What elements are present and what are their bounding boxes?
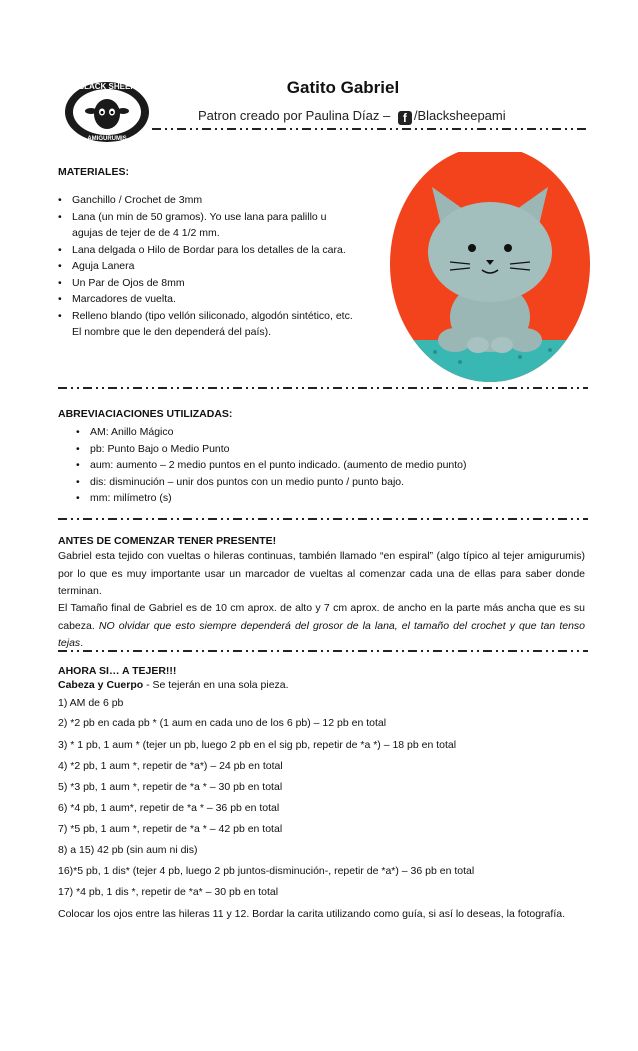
list-item: • Ganchillo / Crochet de 3mm xyxy=(58,192,358,209)
pattern-row: Colocar los ojos entre las hileras 11 y 12. Bordar la carita utilizando como guía, si así lo deseas, la fotografía. xyxy=(58,908,565,920)
notes-paragraph: Gabriel esta tejido con vueltas o hileras continuas, también llamado “en espiral” (algo típico al tejer amigurumis) por lo que es muy importante usar un marcador de vueltas al comenzar cada una de ellas para saber donde terminan. xyxy=(58,550,585,597)
document-title: Gatito Gabriel xyxy=(286,78,400,97)
pattern-row: 8) a 15) 42 pb (sin aum ni dis) xyxy=(58,844,198,856)
facebook-handle: /Blacksheepami xyxy=(413,108,506,123)
pattern-row: 4) *2 pb, 1 aum *, repetir de *a*) – 24 pb en total xyxy=(58,760,283,772)
list-item: • pb: Punto Bajo o Medio Punto xyxy=(76,441,576,458)
divider xyxy=(58,650,588,652)
divider xyxy=(58,518,588,520)
knit-heading: AHORA SI… A TEJER!!! xyxy=(58,665,177,677)
notes-heading: ANTES DE COMENZAR TENER PRESENTE! xyxy=(58,535,277,547)
size-end: . xyxy=(80,637,84,649)
pattern-row: 2) *2 pb en cada pb * (1 aum en cada uno de los 6 pb) – 12 pb en total xyxy=(58,717,387,729)
pattern-row: 5) *3 pb, 1 aum *, repetir de *a * – 30 pb en total xyxy=(58,781,283,793)
size-note: NO olvidar que esto siempre dependerá del grosor de la lana, el tamaño del crochet y que tan tenso tejas xyxy=(58,619,586,649)
size-paragraph xyxy=(58,600,585,653)
abbreviations-list xyxy=(76,424,576,507)
size-text: El Tamaño final de Gabriel es de 10 cm aprox. de alto y 7 cm aprox. de ancho en la parte más ancha que es su cabeza. xyxy=(58,602,585,632)
pattern-row: 16)*5 pb, 1 dis* (tejer 4 pb, luego 2 pb juntos-disminución-, repetir de *a*) – 36 pb en total xyxy=(58,865,475,877)
divider xyxy=(58,387,588,389)
pattern-row: 17) *4 pb, 1 dis *, repetir de *a* – 30 pb en total xyxy=(58,886,279,898)
materials-list xyxy=(58,192,358,341)
list-item: • Relleno blando (tipo vellón siliconado, algodón sintético, etc. El nombre que le den dependerá del país). xyxy=(58,308,358,341)
cat-photo xyxy=(390,152,590,392)
section-name: Cabeza y Cuerpo xyxy=(58,679,144,691)
list-item: • Lana (un min de 50 gramos). Yo use lana para palillo u agujas de tejer de de 4 1/2 mm. xyxy=(58,209,358,242)
pattern-row: 3) * 1 pb, 1 aum * (tejer un pb, luego 2 pb en el sig pb, repetir de *a *) – 18 pb en total xyxy=(58,739,457,751)
list-item: • Aguja Lanera xyxy=(58,258,358,275)
list-item: • Marcadores de vuelta. xyxy=(58,291,358,308)
pattern-row: 7) *5 pb, 1 aum *, repetir de *a * – 42 pb en total xyxy=(58,823,283,835)
section-note: - Se tejerán en una sola pieza. xyxy=(143,679,289,691)
list-item: • Un Par de Ojos de 8mm xyxy=(58,275,358,292)
pattern-row: 1) AM de 6 pb xyxy=(58,697,124,709)
facebook-icon: f xyxy=(398,111,412,125)
materials-heading: MATERIALES: xyxy=(58,166,129,178)
logo-text-bottom: AMIGURUMIS xyxy=(87,136,127,142)
author-text: Patron creado por Paulina Díaz – xyxy=(198,108,391,123)
divider xyxy=(152,128,588,130)
logo-text-top: BLACK SHEEP xyxy=(78,82,136,91)
list-item: • Lana delgada o Hilo de Bordar para los detalles de la cara. xyxy=(58,242,358,259)
list-item: • dis: disminución – unir dos puntos con un medio punto / punto bajo. xyxy=(76,474,576,491)
list-item: • mm: milímetro (s) xyxy=(76,490,576,507)
abbreviations-heading: ABREVIACIACIONES UTILIZADAS: xyxy=(58,408,233,420)
pattern-row: 6) *4 pb, 1 aum*, repetir de *a * – 36 pb en total xyxy=(58,802,280,814)
section-title xyxy=(58,677,289,694)
list-item: • aum: aumento – 2 medio puntos en el punto indicado. (aumento de medio punto) xyxy=(76,457,576,474)
author-line xyxy=(198,108,506,125)
list-item: • AM: Anillo Mágico xyxy=(76,424,576,441)
